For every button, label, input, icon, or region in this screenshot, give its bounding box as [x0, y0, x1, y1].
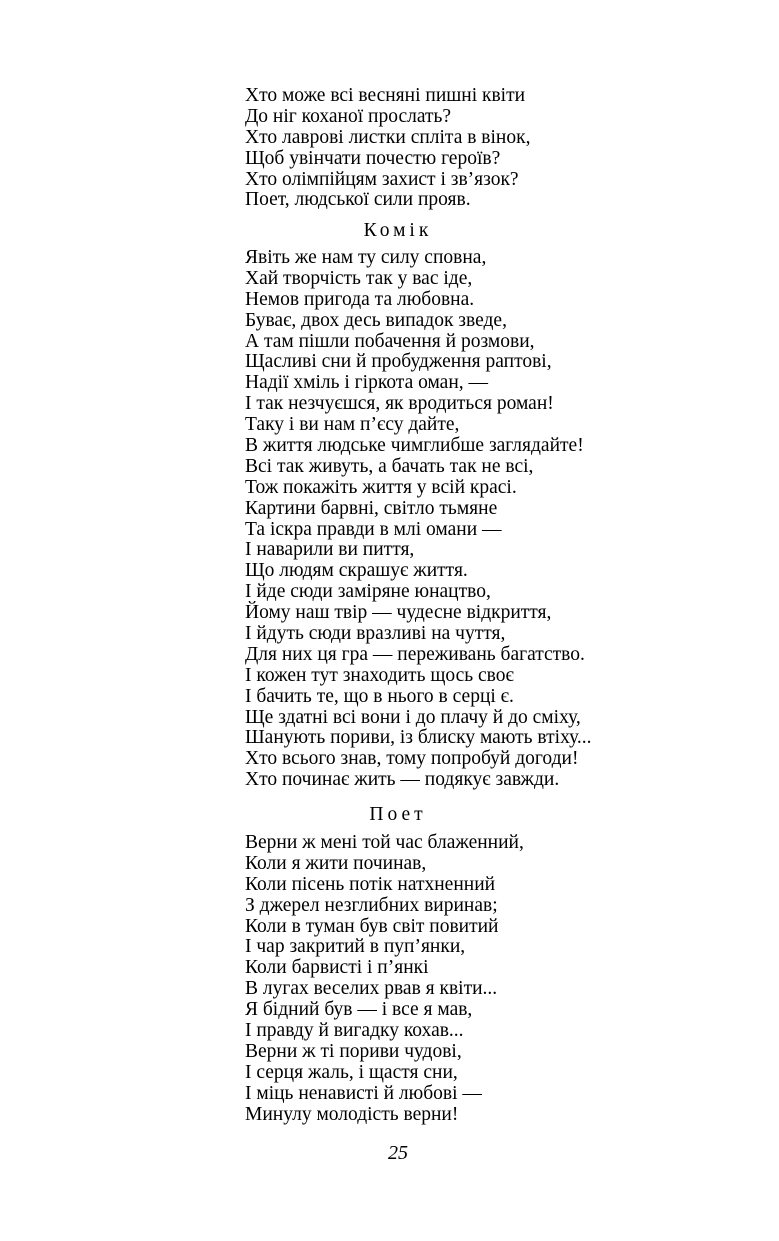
verse-line: І кожен тут знаходить щось своє: [245, 664, 514, 686]
verse-line: Ще здатні всі вони і до плачу й до сміху,: [245, 706, 581, 728]
verse-line: Хто олімпійцям захист і зв’язок?: [245, 168, 519, 190]
verse-line: Поет, людської сили прояв.: [245, 189, 471, 211]
verse-line: Буває, двох десь випадок зведе,: [245, 309, 507, 331]
verse-line: Коли пісень потік натхненний: [245, 873, 496, 895]
stanza-comic-speech: [245, 248, 592, 791]
verse-line: І йдуть сюди вразливі на чуття,: [245, 623, 506, 645]
verse-line: Я бідний був — і все я мав,: [245, 999, 473, 1021]
verse-line: Явіть же нам ту силу сповна,: [245, 247, 487, 268]
page-number: 25: [388, 1142, 408, 1164]
verse-line: В життя людське чимглибше заглядайте!: [245, 435, 584, 457]
verse-line: Минулу молодість верни!: [245, 1103, 459, 1125]
verse-line: І чар закритий в пуп’янки,: [245, 936, 466, 958]
verse-line: Коли барвисті і п’янкі: [245, 957, 429, 979]
verse-line: Всі так живуть, а бачать так не всі,: [245, 455, 534, 477]
verse-line: І наварили ви пиття,: [245, 539, 415, 561]
verse-line: Коли я жити починав,: [245, 852, 427, 874]
verse-line: Таку і ви нам п’єсу дайте,: [245, 414, 460, 436]
verse-line: І міць ненависті й любові —: [245, 1082, 482, 1104]
verse-line: І так незчуєшся, як вродиться роман!: [245, 393, 554, 415]
stanza-poet-speech: [245, 833, 524, 1125]
verse-line: Йому наш твір — чудесне відкриття,: [245, 602, 552, 624]
stanza-intro: [245, 86, 530, 211]
verse-line: І серця жаль, і щастя сни,: [245, 1061, 458, 1083]
verse-line: Тож покажіть життя у всій красі.: [245, 476, 517, 498]
verse-line: Хто лаврові листки спліта в вінок,: [245, 126, 531, 148]
verse-line: В лугах веселих рвав я квіти...: [245, 978, 498, 1000]
verse-line: Верни ж ті пориви чудові,: [245, 1040, 462, 1062]
verse-line: І правду й вигадку кохав...: [245, 1020, 464, 1042]
verse-line: І бачить те, що в нього в серці є.: [245, 685, 514, 707]
verse-line: Верни ж мені той час блаженний,: [245, 832, 524, 853]
verse-line: Коли в туман був світ повитий: [245, 915, 499, 937]
verse-line: Надії хміль і гіркота оман, —: [245, 372, 489, 394]
verse-line: Немов пригода та любовна.: [245, 288, 475, 310]
verse-line: Та іскра правди в млі омани —: [245, 518, 502, 540]
verse-line: Хто всього знав, тому попробуй догоди!: [245, 748, 579, 770]
verse-line: Хто може всі весняні пишні квіти: [245, 85, 526, 106]
verse-line: До ніг коханої прослать?: [245, 105, 452, 127]
verse-line: Щасливі сни й пробудження раптові,: [245, 351, 552, 373]
verse-line: З джерел незглибних виринав;: [245, 894, 498, 916]
verse-line: Щоб увінчати почестю героїв?: [245, 147, 501, 169]
verse-line: А там пішли побачення й розмови,: [245, 330, 535, 352]
verse-line: Шанують пориви, із блиску мають втіху...: [245, 727, 592, 749]
verse-line: І йде сюди заміряне юнацтво,: [245, 581, 491, 603]
verse-line: Для них ця гра — переживань багатство.: [245, 643, 585, 665]
verse-line: Хто починає жить — подякує завжди.: [245, 769, 560, 791]
verse-line: Хай творчість так у вас іде,: [245, 267, 473, 289]
speaker-name-poet: Поет: [369, 804, 427, 825]
verse-line: Що людям скрашує життя.: [245, 560, 468, 582]
verse-line: Картини барвні, світло тьмяне: [245, 497, 498, 519]
speaker-name-comic: Комік: [363, 220, 433, 241]
